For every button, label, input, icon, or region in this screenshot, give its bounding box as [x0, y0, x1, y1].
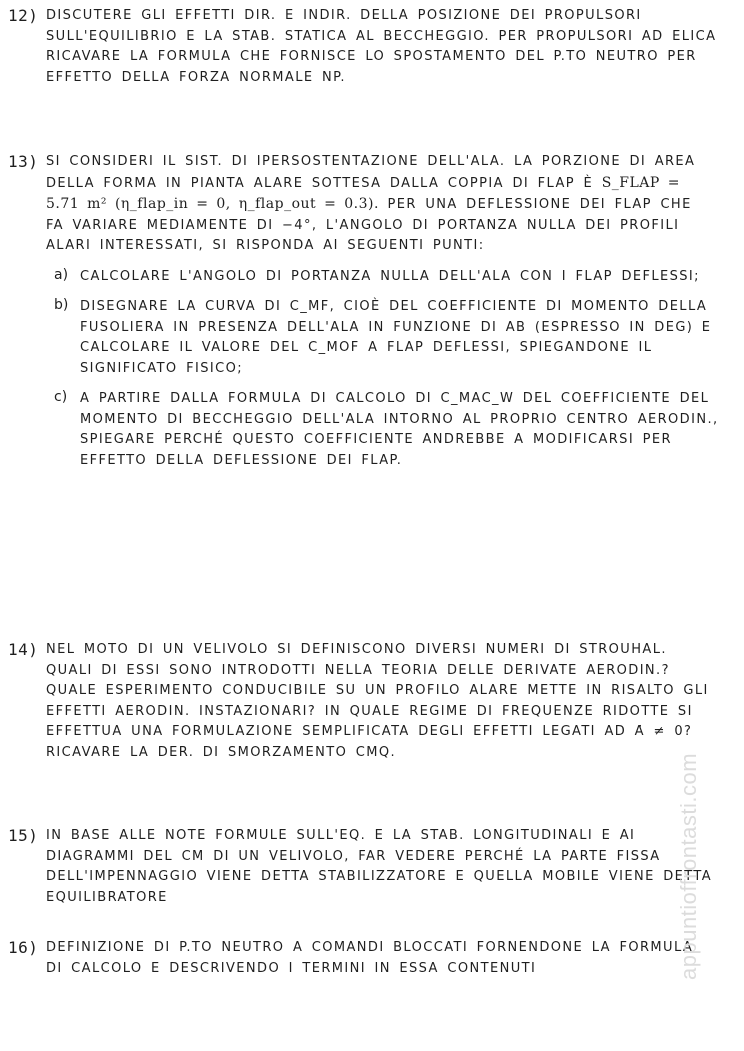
question-text: NEL MOTO DI UN VELIVOLO SI DEFINISCONO DIVERSI NUMERI DI STROUHAL. QUALI DI ESSI SONO INTRODOTTI NELLA TEORIA DELLE DERIVATE AERODIN.? QUALE ESPERIMENTO CONDUCIBILE SU UN PROFILO ALARE METTE IN RISALTO GLI EFFETTI AERODIN. INSTAZIONARI? IN QUALE REGIME DI FREQUENZE RIDOTTE SI EFFETTUA UNA FORMULAZIONE SEMPLIFICATA DEGLI EFFETTI LEGATI AD Α̇ ≠ 0? RICAVARE LA DER. DI SMORZAMENTO CMQ.: [46, 642, 709, 760]
question-text: DISCUTERE GLI EFFETTI DIR. E INDIR. DELLA POSIZIONE DEI PROPULSORI SULL'EQUILIBRIO E LA STAB. STATICA AL BECCHEGGIO. PER PROPULSORI AD ELICA RICAVARE LA FORMULA CHE FORNISCE LO SPOSTAMENTO DEL P.TO NEUTRO PER EFFETTO DELLA FORZA NORMALE NP.: [46, 8, 717, 85]
subitem-text: CALCOLARE L'ANGOLO DI PORTANZA NULLA DELL'ALA CON I FLAP DEFLESSI;: [80, 268, 700, 284]
question-12: [8, 6, 718, 88]
subitem-c: [54, 389, 720, 471]
subitem-label: a): [54, 266, 69, 283]
question-text: [46, 152, 718, 257]
subitem-label: c): [54, 389, 68, 405]
question-16: [8, 938, 718, 979]
question-number: 13): [8, 152, 39, 171]
subitem-a: [54, 266, 720, 288]
question-14: [8, 640, 718, 763]
watermark: appuntioffrontasti.com: [676, 752, 701, 980]
question-number: 12): [8, 6, 39, 25]
subitem-text: DISEGNARE LA CURVA DI C_MF, CIOÈ DEL COEFFICIENTE DI MOMENTO DELLA FUSOLIERA IN PRESENZA DELL'ALA IN FUNZIONE DI ΑB (ESPRESSO IN DEG) E CALCOLARE IL VALORE DEL C_MOF A FLAP DEFLESSI, SPIEGANDONE IL SIGNIFICATO FISICO;: [80, 299, 712, 376]
question-number: 15): [8, 826, 39, 845]
subitem-b: [54, 297, 720, 379]
subitem-text: A PARTIRE DALLA FORMULA DI CALCOLO DI C_MAC_W DEL COEFFICIENTE DEL MOMENTO DI BECCHEGGIO DELL'ALA INTORNO AL PROPRIO CENTRO AERODIN., SPIEGARE PERCHÉ QUESTO COEFFICIENTE ANDREBBE A MODIFICARSI PER EFFETTO DELLA DEFLESSIONE DEI FLAP.: [80, 391, 719, 468]
question-text: IN BASE ALLE NOTE FORMULE SULL'EQ. E LA STAB. LONGITUDINALI E AI DIAGRAMMI DEL CM DI UN VELIVOLO, FAR VEDERE PERCHÉ LA PARTE FISSA DELL'IMPENNAGGIO VIENE DETTA STABILIZZATORE E QUELLA MOBILE VIENE DETTA EQUILIBRATORE: [46, 828, 712, 905]
question-number: 16): [8, 938, 39, 957]
question-15: [8, 826, 718, 908]
question-text-continued: PER UNA DEFLESSIONE DEI FLAP CHE FA VARIARE MEDIAMENTE DI −4°, L'ANGOLO DI PORTANZA NULLA DEI PROFILI ALARI INTERESSATI, SI RISPONDA AI SEGUENTI PUNTI:: [46, 197, 692, 253]
question-text: DEFINIZIONE DI P.TO NEUTRO A COMANDI BLOCCATI FORNENDONE LA FORMULA DI CALCOLO E DESCRIVENDO I TERMINI IN ESSA CONTENUTI: [46, 940, 694, 976]
subitem-label: b): [54, 297, 69, 313]
question-text-intro: SI CONSIDERI IL SIST. DI IPERSOSTENTAZIONE DELL'ALA. LA PORZIONE DI AREA DELLA FORMA IN PIANTA ALARE SOTTESA DALLA COPPIA DI FLAP È: [46, 154, 696, 191]
question-number: 14): [8, 640, 39, 659]
flap-area-formula: S_FLAP = 5.71 m² (η_flap_in = 0, η_flap_out = 0.3).: [46, 174, 680, 212]
question-13: [8, 152, 718, 471]
